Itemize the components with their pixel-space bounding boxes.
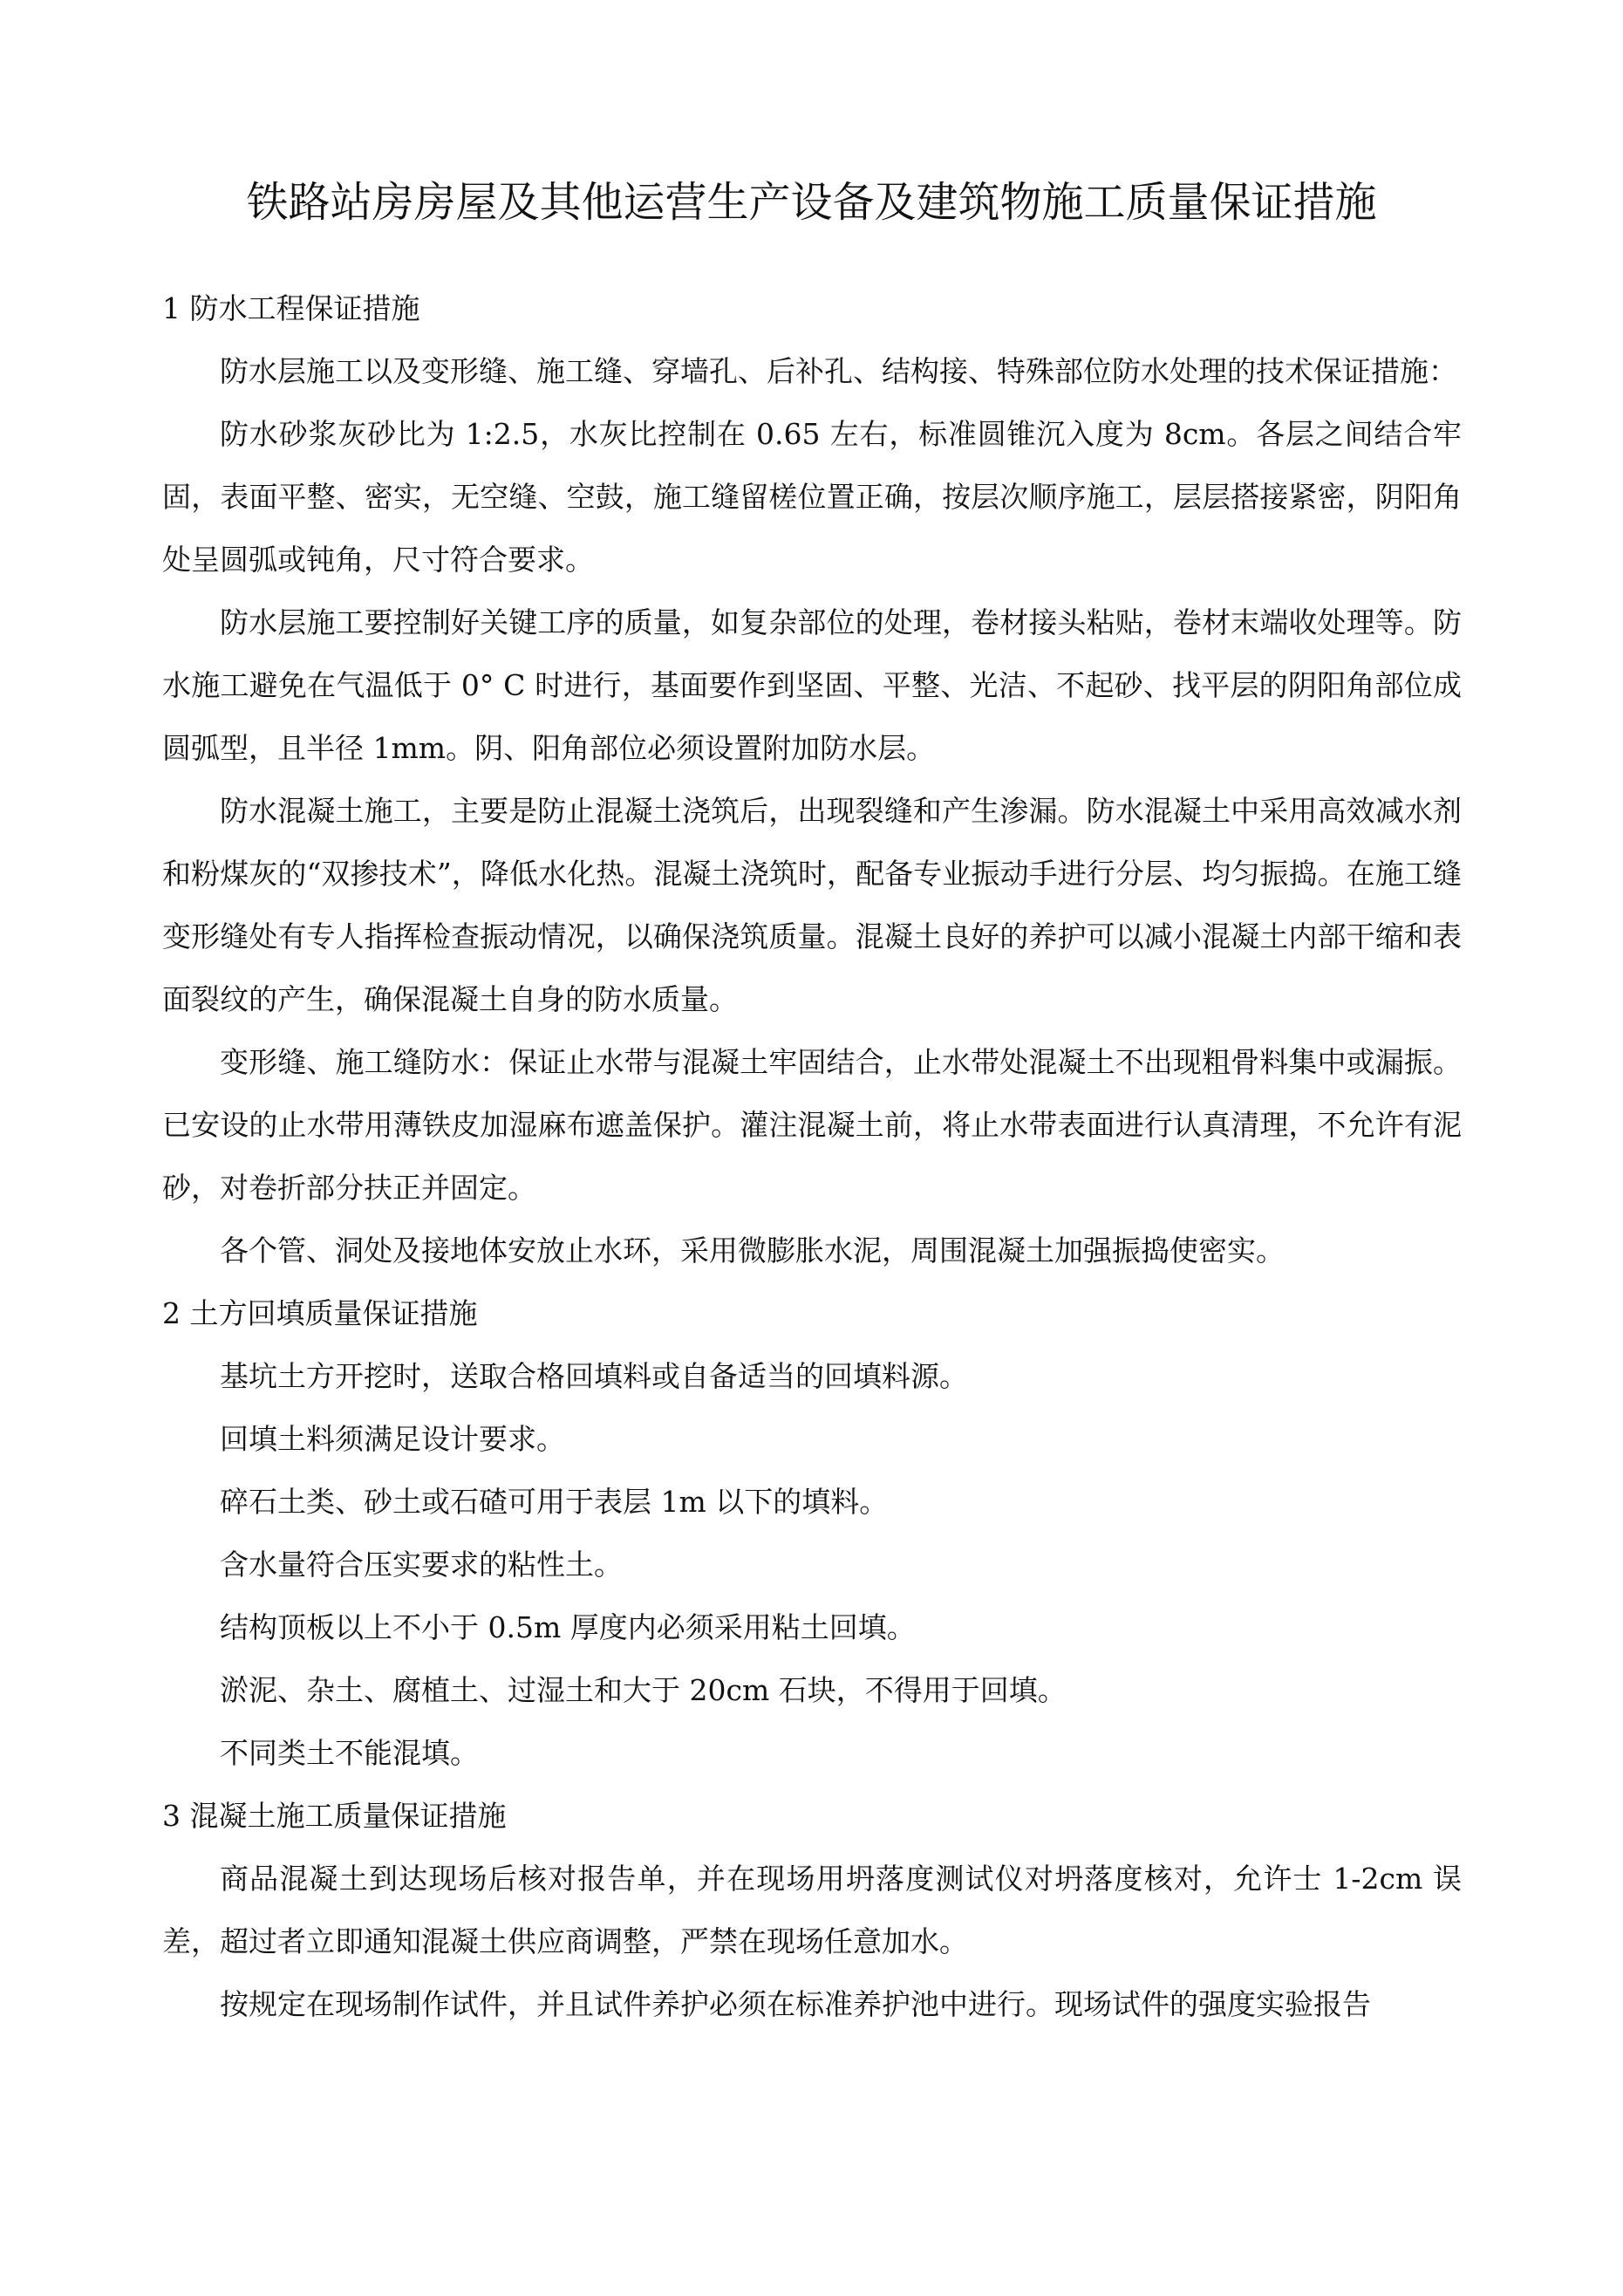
paragraph: 按规定在现场制作试件，并且试件养护必须在标准养护池中进行。现场试件的强度实验报告 — [220, 1987, 1371, 2021]
paragraph: 商品混凝土到达现场后核对报告单，并在现场用坍落度测试仪对坍落度核对，允许士 1-2cm 误差，超过者立即通知混凝土供应商调整，严禁在现场任意加水。 — [162, 1862, 1462, 1958]
section-earthwork-backfill — [162, 1282, 1462, 1785]
paragraph: 回填土料须满足设计要求。 — [220, 1422, 565, 1456]
section-waterproofing — [162, 277, 1462, 1282]
paragraph: 防水层施工以及变形缝、施工缝、穿墙孔、后补孔、结构接、特殊部位防水处理的技术保证措施： — [220, 354, 1457, 388]
paragraph: 含水量符合压实要求的粘性土。 — [220, 1548, 623, 1582]
section-heading: 1 防水工程保证措施 — [162, 291, 420, 325]
paragraph: 防水混凝土施工，主要是防止混凝土浇筑后，出现裂缝和产生渗漏。防水混凝土中采用高效减水剂和粉煤灰的“双掺技术”，降低水化热。混凝土浇筑时，配备专业振动手进行分层、均匀振捣。在施工缝变形缝处有专人指挥检查振动情况，以确保浇筑质量。混凝土良好的养护可以减小混凝土内部干缩和表面裂纹的产生，确保混凝土自身的防水质量。 — [162, 794, 1462, 1016]
paragraph: 防水砂浆灰砂比为 1:2.5，水灰比控制在 0.65 左右，标准圆锥沉入度为 8cm。各层之间结合牢固，表面平整、密实，无空缝、空鼓，施工缝留槎位置正确，按层次顺序施工，层层搭接紧密，阴阳角处呈圆弧或钝角，尺寸符合要求。 — [162, 417, 1462, 577]
document-body — [162, 277, 1462, 2036]
paragraph: 各个管、洞处及接地体安放止水环，采用微膨胀水泥，周围混凝土加强振捣使密实。 — [220, 1233, 1285, 1268]
page-title: 铁路站房房屋及其他运营生产设备及建筑物施工质量保证措施 — [246, 178, 1377, 227]
paragraph: 基坑土方开挖时，送取合格回填料或自备适当的回填料源。 — [220, 1359, 968, 1393]
paragraph: 防水层施工要控制好关键工序的质量，如复杂部位的处理，卷材接头粘贴，卷材末端收处理等。防水施工避免在气温低于 0° C 时进行，基面要作到坚固、平整、光洁、不起砂、找平层的阴阳角部位成圆弧型，且半径 1mm。阴、阳角部位必须设置附加防水层。 — [162, 605, 1462, 765]
paragraph: 碎石土类、砂土或石碴可用于表层 1m 以下的填料。 — [220, 1485, 889, 1519]
section-heading: 3 混凝土施工质量保证措施 — [162, 1799, 507, 1833]
paragraph: 变形缝、施工缝防水：保证止水带与混凝土牢固结合，止水带处混凝土不出现粗骨料集中或漏振。已安设的止水带用薄铁皮加湿麻布遮盖保护。灌注混凝土前，将止水带表面进行认真清理，不允许有泥砂，对卷折部分扶正并固定。 — [162, 1045, 1462, 1205]
paragraph: 不同类土不能混填。 — [220, 1736, 479, 1770]
section-concrete — [162, 1785, 1462, 2036]
paragraph: 淤泥、杂土、腐植土、过湿土和大于 20cm 石块，不得用于回填。 — [220, 1673, 1067, 1707]
section-heading: 2 土方回填质量保证措施 — [162, 1296, 478, 1330]
paragraph: 结构顶板以上不小于 0.5m 厚度内必须采用粘土回填。 — [220, 1610, 916, 1644]
